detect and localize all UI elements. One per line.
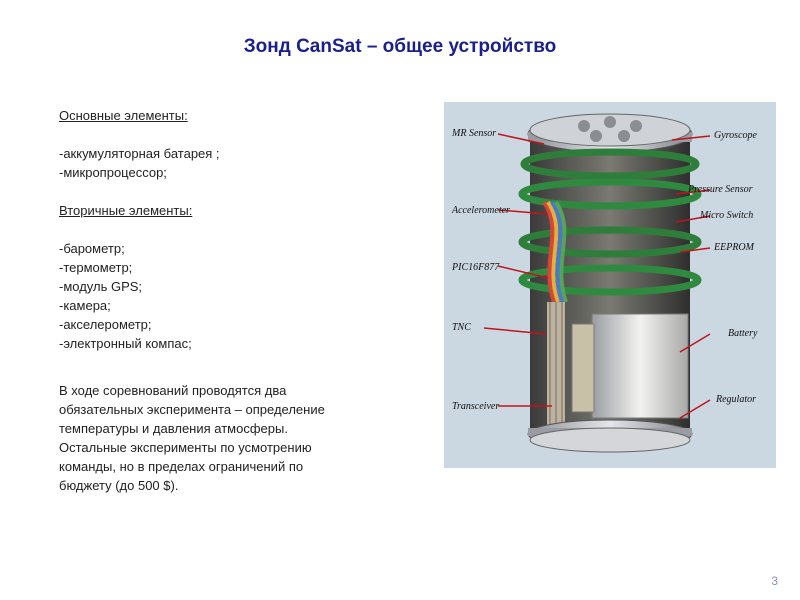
- label-micro-switch: Micro Switch: [700, 210, 754, 221]
- cansat-photo: [444, 102, 776, 468]
- main-elements-heading: Основные элементы:: [59, 108, 188, 123]
- label-transceiver: Transceiver: [452, 401, 500, 412]
- label-gyroscope: Gyroscope: [714, 130, 757, 141]
- label-pic: PIC16F877: [452, 262, 500, 273]
- label-pressure-sensor: Pressure Sensor: [688, 184, 753, 195]
- label-accelerometer: Accelerometer: [452, 205, 510, 216]
- list-item: -акселерометр;: [59, 317, 152, 332]
- list-item: -барометр;: [59, 241, 125, 256]
- secondary-elements-heading: Вторичные элементы:: [59, 203, 193, 218]
- label-battery: Battery: [728, 328, 758, 339]
- label-eeprom: EEPROM: [714, 242, 754, 253]
- slide-title: Зонд CanSat – общее устройство: [243, 36, 557, 57]
- description-paragraph: В ходе соревнований проводятся два обязательных эксперимента – определение температуры и давления атмосферы. Остальные эксперименты по усмотрению команды, но в пределах ограничений по бюджету (до 500 $).: [59, 383, 325, 493]
- cansat-illustration: [444, 102, 776, 468]
- label-mr-sensor: MR Sensor: [452, 128, 497, 139]
- list-item: -термометр;: [59, 260, 133, 275]
- list-item: -электронный компас;: [59, 336, 192, 351]
- label-tnc: TNC: [452, 322, 471, 333]
- label-regulator: Regulator: [716, 394, 756, 405]
- list-item: -аккумуляторная батарея ;: [59, 146, 220, 161]
- text-column: [59, 106, 389, 495]
- list-item: -модуль GPS;: [59, 279, 143, 294]
- list-item: -камера;: [59, 298, 111, 313]
- page-number: 3: [771, 574, 778, 588]
- list-item: -микропроцессор;: [59, 165, 167, 180]
